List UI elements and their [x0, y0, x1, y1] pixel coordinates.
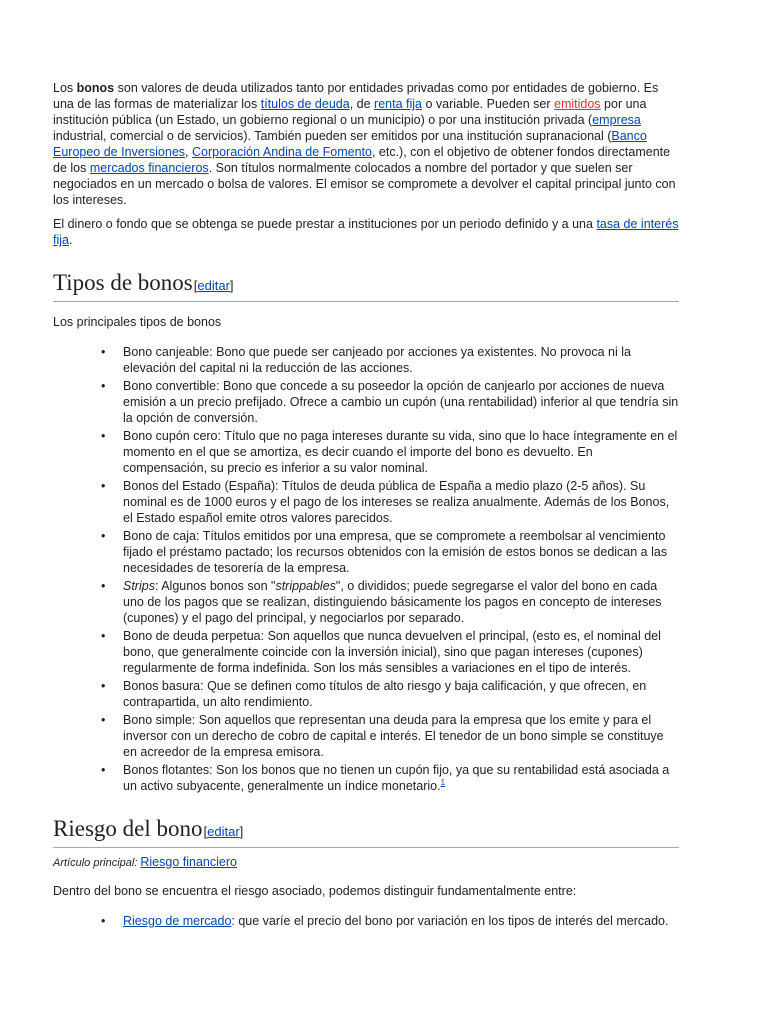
text: , de [349, 97, 375, 111]
bracket: ] [229, 278, 234, 293]
italic-term: Strips [123, 579, 155, 593]
link-tasa-de-interes-fija[interactable]: tasa de interés fija [53, 217, 679, 247]
bracket: ] [239, 824, 244, 839]
section-heading-tipos [53, 270, 679, 302]
main-article-note [53, 854, 679, 871]
intro-paragraph-1 [53, 80, 679, 208]
bond-types-list [53, 344, 679, 794]
list-item: • Bono convertible: Bono que concede a su poseedor la opción de canjearlo por acciones de nueva emisión a un precio prefijado. Ofrece a cambio un cupón (una rentabilidad) inferior al que tendría sin la opción de conversión. [123, 378, 679, 426]
text: Bonos flotantes: Son los bonos que no tienen un cupón fijo, ya que su rentabilidad está asociada a un activo subyacente, generalmente un índice monetario. [123, 763, 670, 793]
link-corporacion-andina[interactable]: Corporación Andina de Fomento [191, 145, 372, 159]
list-item: • Bono de deuda perpetua: Son aquellos que nunca devuelven el principal, (esto es, el nominal del bono, que generalmente coincide con la inversión inicial), sino que pagan intereses (cupones) regularmente de forma indefinida. Son los más sensibles a variaciones en el tipo de interés. [123, 628, 679, 676]
text: industrial, comercial o de servicios). También pueden ser emitidos por una institución supranacional ( [53, 129, 612, 143]
link-riesgo-de-mercado[interactable]: Riesgo de mercado [123, 914, 232, 928]
list-item [123, 913, 679, 929]
list-item: • Bono cupón cero: Título que no paga intereses durante su vida, sino que lo hace íntegramente en el momento en el que se amortiza, es decir cuando el importe del bono es devuelto. En compensación, su precio es inferior a su valor nominal. [123, 428, 679, 476]
text: ", o divididos; puede segregarse el valor del bono en cada uno de los pagos que se realizan, distinguiendo básicamente los pagos en concepto de intereses (cupones) y el pago del principal, y negociarlos por separado. [123, 579, 662, 625]
text: : Algunos bonos son " [154, 579, 276, 593]
list-item [123, 578, 679, 626]
list-item: • Bono de caja: Títulos emitidos por una empresa, que se compromete a reembolsar al vencimiento fijado el préstamo pactado; los recursos obtenidos con la emisión de estos bonos se dedican a las necesidades de tesorería de la empresa. [123, 528, 679, 576]
bracket: [ [193, 278, 198, 293]
section-intro: Los principales tipos de bonos [53, 315, 222, 329]
text: por una institución pública (un Estado, un gobierno regional o un municipio) o por una institución privada ( [53, 97, 647, 127]
list-item: • Bonos del Estado (España): Títulos de deuda pública de España a medio plazo (2-5 años). Su nominal es de 1000 euros y el pago de los intereses se realiza anualmente. Además de los Bonos, el Estado español emite otros valores parecidos. [123, 478, 679, 526]
link-riesgo-financiero[interactable]: Riesgo financiero [140, 855, 237, 869]
text: o variable. Pueden ser [421, 97, 555, 111]
heading-text: Tipos de bonos [53, 270, 193, 295]
edit-link[interactable]: editar [197, 278, 230, 293]
list-item: • Bonos basura: Que se definen como títulos de alto riesgo y baja calificación, y que ofrecen, en contrapartida, un alto rendimiento. [123, 678, 679, 710]
list-item [123, 762, 679, 794]
intro-paragraph-2 [53, 216, 679, 248]
text: . Son títulos normalmente colocados a nombre del portador y que suelen ser negociados en un mercado o bolsa de valores. El emisor se compromete a devolver el capital principal junto con los intereses. [53, 161, 676, 207]
article-body [53, 80, 679, 931]
text: , [185, 145, 192, 159]
edit-section-control [204, 824, 244, 839]
link-renta-fija[interactable]: renta fija [374, 97, 422, 111]
link-mercados-financieros[interactable]: mercados financieros [89, 161, 209, 175]
text: . [68, 233, 73, 247]
link-empresa[interactable]: empresa [592, 113, 641, 127]
text: Los [53, 81, 77, 95]
text: son valores de deuda utilizados tanto por entidades privadas como por entidades de gobierno. Es una de las formas de materializar los [53, 81, 659, 111]
risk-list [53, 913, 679, 929]
heading-text: Riesgo del bono [53, 816, 203, 841]
list-item: • Bono canjeable: Bono que puede ser canjeado por acciones ya existentes. No provoca ni la elevación del capital ni la reducción de las acciones. [123, 344, 679, 376]
link-emitidos[interactable]: emitidos [554, 97, 601, 111]
edit-link[interactable]: editar [207, 824, 240, 839]
link-titulos-de-deuda[interactable]: títulos de deuda [260, 97, 350, 111]
text: El dinero o fondo que se obtenga se puede prestar a instituciones por un periodo definido y a una [53, 217, 597, 231]
list-item: • Bono simple: Son aquellos que representan una deuda para la empresa que los emite y para el inversor con un derecho de cobro de capital e interés. El tenedor de un bono simple se constituye en acreedor de la empresa emisora. [123, 712, 679, 760]
section-heading-riesgo [53, 816, 679, 848]
main-article-label: Artículo principal: [53, 857, 138, 869]
text: : que varíe el precio del bono por variación en los tipos de interés del mercado. [231, 914, 669, 928]
footnote-link[interactable]: 1 [440, 777, 446, 787]
text: , etc.), con el objetivo de obtener fondos directamente de los [53, 145, 671, 175]
section-intro: Dentro del bono se encuentra el riesgo asociado, podemos distinguir fundamentalmente entre: [53, 884, 577, 898]
edit-section-control [194, 278, 234, 293]
bold-term: bonos [76, 81, 115, 95]
bracket: [ [203, 824, 208, 839]
link-banco-europeo[interactable]: Banco Europeo de Inversiones [53, 129, 647, 159]
italic-term: strippables [275, 579, 336, 593]
footnote-ref[interactable] [441, 778, 445, 787]
